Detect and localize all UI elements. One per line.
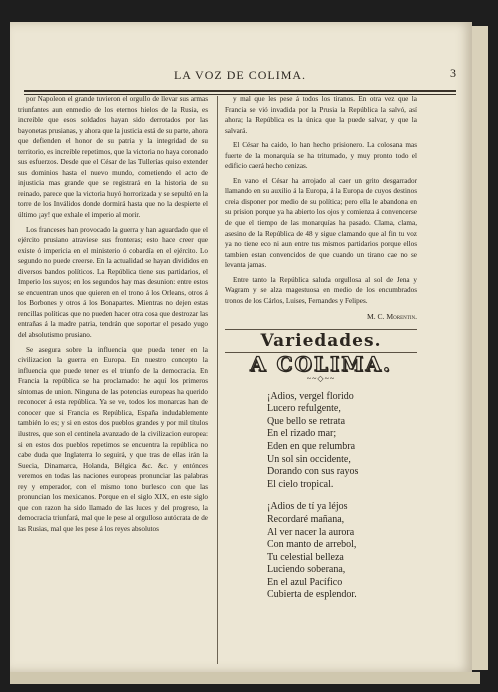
verse-line: Que bello se retrata	[267, 415, 346, 427]
verse-line: ¡Adios, vergel florido	[267, 390, 354, 402]
paragraph: por Napoleon el grande tuvieron el orgullo de llevar sus armas triunfantes aun enmedio de los eternos hielos de la Rusia, es increible que esos soldados hayan sido derrotados por las bayonetas prusianas, y ahora que la justicia está de su parte, ahora que defienden el honor de su patria y la integridad de su territorio, es increible repetimos, que la victoria no haya coronado sus esfuerzos. Desde que el César de las Tullerías quiso extender sus dominios hasta el nuevo mundo, cometiendo el acto de injusticia mas grande que se registrará en la historia de su reinado, parece que la victoria huyó horrorizada y se sepultó en la torre de los Inválidos donde dormirá hasta que no la despierte el último ¡ay! que exhale el imperio al morir.	[18, 95, 208, 220]
paragraph: Entre tanto la República saluda orgullosa al sol de Jena y Wagram y se alza magestuosa en medio de los encumbrados tronos de los Cárlos, Luises, Fernandes y Felipes.	[225, 275, 417, 305]
right-column	[225, 94, 417, 612]
left-column	[18, 94, 208, 534]
page-number: 3	[450, 66, 456, 80]
page-header	[20, 62, 460, 92]
verse-line: Al ver nacer la aurora	[267, 526, 355, 538]
verse-line: Tu celestial belleza	[267, 551, 344, 563]
poem-title: A COLIMA.	[250, 352, 392, 377]
ornament: ~~◇~~	[306, 374, 336, 384]
verse-line: En el azul Pacífico	[267, 576, 343, 588]
verse-line: ¡Adios de tí ya léjos	[267, 501, 348, 513]
page-edge-bottom	[10, 672, 480, 684]
section-rule	[225, 329, 417, 330]
verse-line: Lucero refulgente,	[267, 403, 341, 415]
verse-line: Luciendo soberana,	[267, 564, 346, 576]
newspaper-page	[10, 22, 472, 672]
paragraph: El César ha caido, lo han hecho prisionero. La colosana mas fuerte de la monarquía se ha tritumado, y muy pronto todo el edificio caerá hecho cenizas.	[225, 141, 417, 171]
paragraph: y mal que les pese á todos los tiranos. En otra vez que la Francia se vió invadida por la Prusia la República la salvó, así ahora; la República es la única que la puede salvar, y que la salvará.	[225, 95, 417, 135]
paragraph: Se asegura sobre la influencia que pueda tener en la civilizacion la guerra en Europa. En nuestro concepto la influencia que puede tener es el triunfo de la democracia. En Francia la república se ha proclamado: he aquí los primeros síntomas de union. Ninguna de las potencias europeas ha querido reconocer á esta república. Ya se ve, todos los monarcas han de conocer que si Francia es República, España indudablemente también lo es; y si en estos dos pueblos grandes y por mil títulos ilustres, que son el centinela avanzado de la civilizacion europea: si en estos dos pueblos repetimos se encuentra la república no cabe duda que Inglaterra lo seguirá, y que tras de ellas irán la Suecia, Dinamarca, Holanda, Bélgica &c. &c. y entónces veremos en todas las naciones europeas pronunciar las palabras rey y emperador, con el mismo tono burlesco con que las pronuncian los mexicanos. Porque en el siglo XIX, en este siglo que con razon ha sido llamado de las luces y del progreso, la democracia triunfará, mal que le pese al orgulloso autócrata de de las Rusias, mal que les pese á los reyes absolutos	[18, 345, 208, 533]
running-head: LA VOZ DE COLIMA.	[173, 68, 307, 82]
verse-line: Dorando con sus rayos	[267, 466, 359, 478]
verse-line: Eden en que relumbra	[267, 440, 356, 452]
poem-stanza-1	[267, 391, 417, 492]
paragraph: Los franceses han provocado la guerra y han aguardado que el ejército prusiano atraviese sus fronteras; esto hace creer que existe ó impericia en el ministerio ó cobardía en el ejército. Lo segundo no puede creerse. En la actualidad se hayan divididos en diversos bandos políticos. La República tiene sus partidarios, el Imperio los suyos; en los segundos hay mas desunion: entre estos se encuentran unos que quieren en el trono á los Orleans, otros á los Borbones y otros á los Bonapartes. Mientras no dejen estas rencillas políticas que no pueden hacer otra cosa que destrozar las entrañas á la madre patria, tendrán que soportar el pesado yugo del absolutismo prusiano.	[18, 225, 208, 340]
author-signature: M. C. Morentin.	[366, 312, 417, 322]
section-title: Variedades.	[260, 330, 382, 351]
verse-line: Cubierta de esplendor.	[267, 589, 357, 601]
column-divider	[217, 96, 218, 664]
page-edge-right	[472, 26, 488, 670]
verse-line: En el rizado mar;	[267, 428, 337, 440]
verse-line: Un sol sin occidente,	[267, 453, 351, 465]
paragraph: En vano el César ha arrojado al caer un grito desgarrador llamando en su auxilio á la Europa, á la Europa de cuyos destinos creia disponer por medio de su política; pero ella le abandona en su prision porque ya ha abierto los ojos y comienza á convencerse de que el tiempo de las monarquías ha pasado. Clama, clama, asesino de la República de 48 y sigue clamando que al fin tu voz ya no tiene eco ni aun entre tus mismos partidarios porque ellos tambien estan convencidos de que cuando un tirano cae no se levanta jamas.	[225, 176, 417, 270]
verse-line: Recordaré mañana,	[267, 513, 345, 525]
poem-stanza-2	[267, 501, 417, 602]
verse-line: Con manto de arrebol,	[267, 539, 357, 551]
verse-line: El cielo tropical.	[267, 478, 334, 490]
